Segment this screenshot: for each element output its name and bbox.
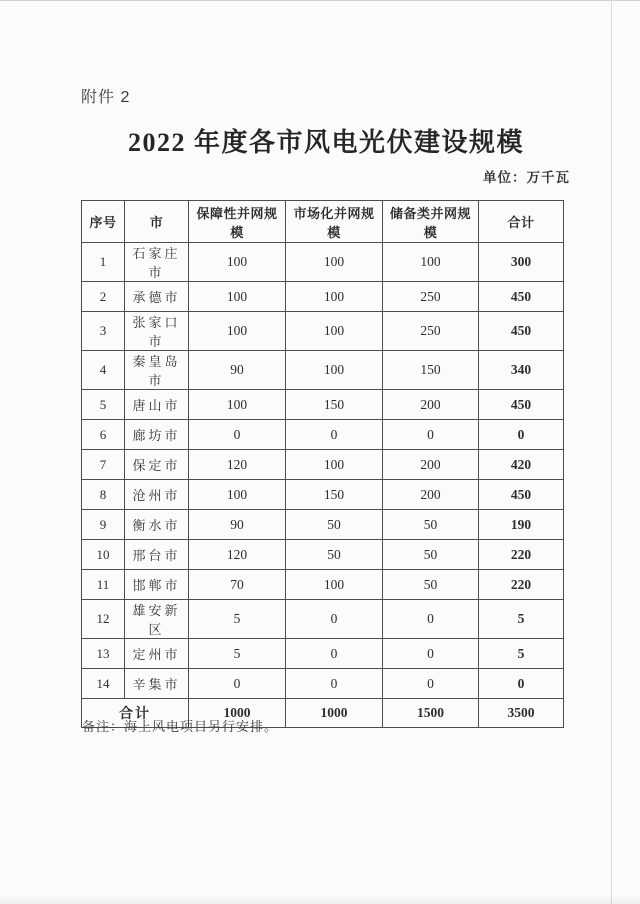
header-cell-guaranteed: 保障性并网规模 (189, 201, 286, 243)
cell-no: 6 (82, 420, 125, 450)
cell-reserve: 0 (383, 639, 479, 669)
cell-no: 12 (82, 600, 125, 639)
cell-no: 7 (82, 450, 125, 480)
cell-reserve: 50 (383, 540, 479, 570)
cell-total: 300 (479, 243, 564, 282)
cell-guaranteed: 0 (189, 420, 286, 450)
cell-reserve: 0 (383, 669, 479, 699)
cell-market: 100 (286, 570, 383, 600)
cell-guaranteed: 120 (189, 450, 286, 480)
cell-city: 石家庄市 (125, 243, 189, 282)
cell-market: 100 (286, 312, 383, 351)
header-cell-total: 合计 (479, 201, 564, 243)
cell-no: 5 (82, 390, 125, 420)
cell-total: 420 (479, 450, 564, 480)
cell-guaranteed: 5 (189, 639, 286, 669)
cell-no: 1 (82, 243, 125, 282)
cell-total: 450 (479, 390, 564, 420)
cell-reserve: 200 (383, 390, 479, 420)
cell-city: 秦皇岛市 (125, 351, 189, 390)
table-row (82, 540, 564, 570)
scan-top-edge-artifact (0, 0, 640, 1)
total-row-label: 合计 (82, 699, 189, 728)
document-title: 2022 年度各市风电光伏建设规模 (127, 128, 524, 157)
cell-market: 0 (286, 669, 383, 699)
cell-total: 5 (479, 639, 564, 669)
cell-market: 0 (286, 639, 383, 669)
cell-no: 2 (82, 282, 125, 312)
table-body (82, 243, 564, 699)
header-cell-reserve: 储备类并网规模 (383, 201, 479, 243)
cell-reserve: 0 (383, 420, 479, 450)
cell-market: 150 (286, 480, 383, 510)
cell-city: 沧州市 (125, 480, 189, 510)
cell-market: 150 (286, 390, 383, 420)
table-row (82, 639, 564, 669)
cell-market: 100 (286, 282, 383, 312)
construction-scale-table (81, 200, 564, 728)
table-row (82, 390, 564, 420)
table-row (82, 450, 564, 480)
table-row (82, 669, 564, 699)
table-row (82, 312, 564, 351)
cell-market: 0 (286, 420, 383, 450)
header-cell-no: 序号 (82, 201, 125, 243)
cell-no: 3 (82, 312, 125, 351)
cell-reserve: 200 (383, 480, 479, 510)
cell-city: 承德市 (125, 282, 189, 312)
cell-market: 100 (286, 351, 383, 390)
cell-guaranteed: 0 (189, 669, 286, 699)
cell-city: 邢台市 (125, 540, 189, 570)
cell-guaranteed: 90 (189, 351, 286, 390)
cell-reserve: 50 (383, 570, 479, 600)
cell-city: 张家口市 (125, 312, 189, 351)
table-row (82, 282, 564, 312)
cell-total: 340 (479, 351, 564, 390)
cell-no: 11 (82, 570, 125, 600)
cell-city: 廊坊市 (125, 420, 189, 450)
cell-total: 220 (479, 570, 564, 600)
cell-no: 13 (82, 639, 125, 669)
cell-total: 0 (479, 669, 564, 699)
cell-guaranteed: 100 (189, 480, 286, 510)
cell-city: 辛集市 (125, 669, 189, 699)
cell-no: 8 (82, 480, 125, 510)
table-row (82, 480, 564, 510)
cell-guaranteed: 90 (189, 510, 286, 540)
cell-no: 4 (82, 351, 125, 390)
cell-no: 14 (82, 669, 125, 699)
table-row (82, 570, 564, 600)
table-row (82, 600, 564, 639)
cell-city: 邯郸市 (125, 570, 189, 600)
cell-total: 450 (479, 282, 564, 312)
cell-market: 100 (286, 243, 383, 282)
cell-guaranteed: 70 (189, 570, 286, 600)
cell-guaranteed: 100 (189, 312, 286, 351)
cell-no: 10 (82, 540, 125, 570)
table-row (82, 351, 564, 390)
total-cell-market: 1000 (286, 699, 383, 728)
cell-total: 190 (479, 510, 564, 540)
header-cell-city: 市 (125, 201, 189, 243)
total-cell-reserve: 1500 (383, 699, 479, 728)
cell-market: 50 (286, 510, 383, 540)
cell-city: 唐山市 (125, 390, 189, 420)
cell-city: 衡水市 (125, 510, 189, 540)
cell-total: 5 (479, 600, 564, 639)
cell-reserve: 0 (383, 600, 479, 639)
cell-reserve: 150 (383, 351, 479, 390)
cell-reserve: 200 (383, 450, 479, 480)
cell-city: 保定市 (125, 450, 189, 480)
header-cell-market: 市场化并网规模 (286, 201, 383, 243)
cell-guaranteed: 100 (189, 282, 286, 312)
attachment-label: 附件 2 (81, 89, 131, 106)
total-cell-total: 3500 (479, 699, 564, 728)
cell-total: 450 (479, 480, 564, 510)
note-text: 备注：海上风电项目另行安排。 (82, 719, 279, 734)
cell-market: 100 (286, 450, 383, 480)
cell-city: 雄安新区 (125, 600, 189, 639)
cell-reserve: 50 (383, 510, 479, 540)
cell-reserve: 250 (383, 312, 479, 351)
unit-label: 单位：万千瓦 (483, 170, 570, 185)
table-row (82, 510, 564, 540)
table-header-row (82, 201, 564, 243)
cell-market: 0 (286, 600, 383, 639)
cell-no: 9 (82, 510, 125, 540)
total-cell-guaranteed: 1000 (189, 699, 286, 728)
cell-guaranteed: 100 (189, 390, 286, 420)
cell-market: 50 (286, 540, 383, 570)
cell-total: 450 (479, 312, 564, 351)
cell-guaranteed: 100 (189, 243, 286, 282)
table-row (82, 243, 564, 282)
cell-city: 定州市 (125, 639, 189, 669)
cell-total: 220 (479, 540, 564, 570)
cell-reserve: 100 (383, 243, 479, 282)
cell-total: 0 (479, 420, 564, 450)
table-row (82, 420, 564, 450)
scan-bottom-shade-artifact (0, 896, 640, 904)
cell-guaranteed: 120 (189, 540, 286, 570)
cell-reserve: 250 (383, 282, 479, 312)
cell-guaranteed: 5 (189, 600, 286, 639)
